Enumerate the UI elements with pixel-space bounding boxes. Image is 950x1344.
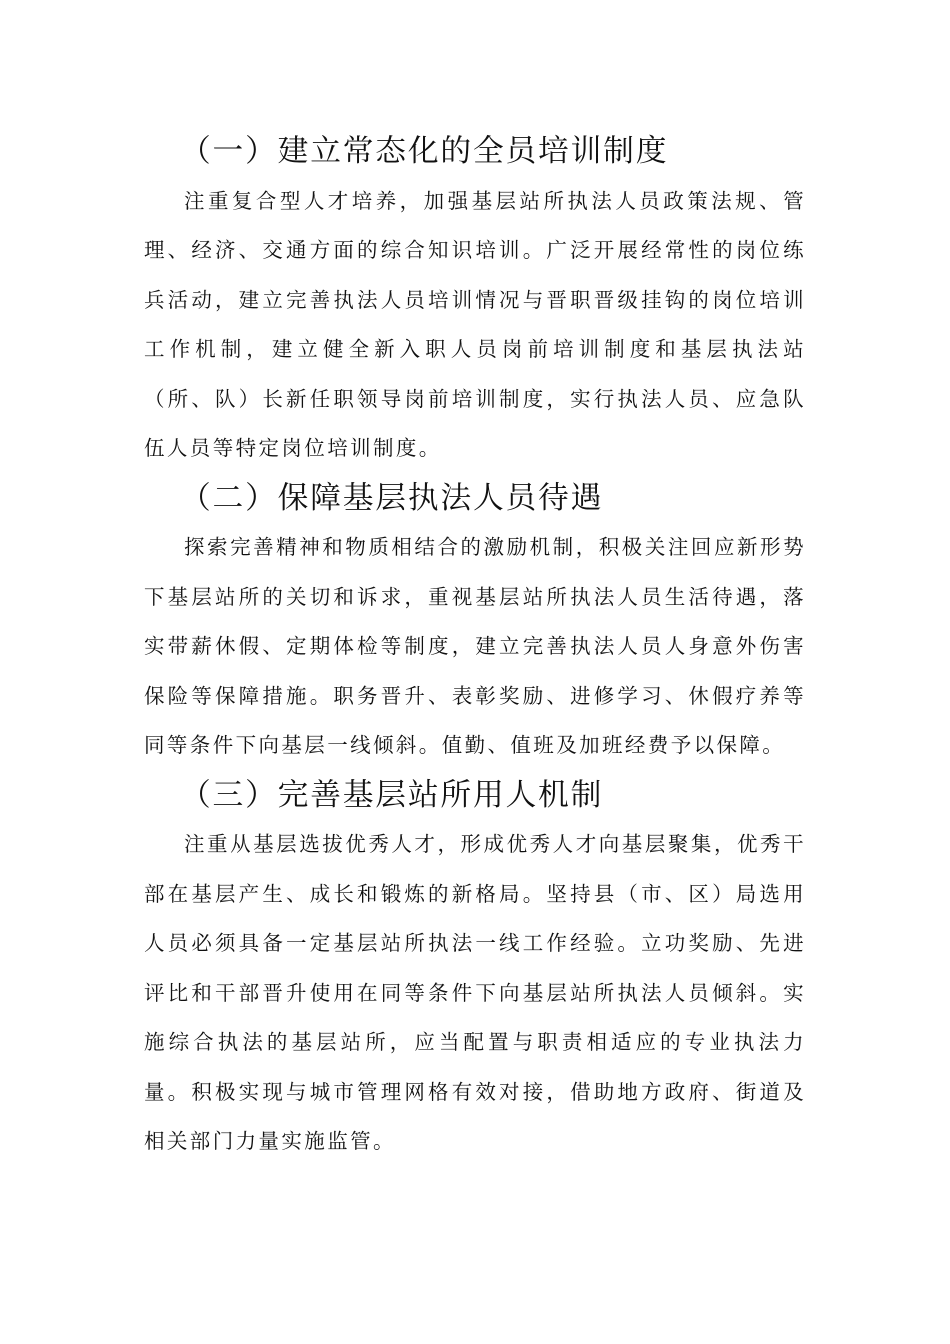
document-body bbox=[144, 127, 806, 1167]
section-paragraph: 注重复合型人才培养，加强基层站所执法人员政策法规、管理、经济、交通方面的综合知识培训。广泛开展经常性的岗位练兵活动，建立完善执法人员培训情况与晋职晋级挂钩的岗位培训工作机制，建立健全新入职人员岗前培训制度和基层执法站（所、队）长新任职领导岗前培训制度，实行执法人员、应急队伍人员等特定岗位培训制度。 bbox=[144, 188, 806, 460]
section-paragraph: 探索完善精神和物质相结合的激励机制，积极关注回应新形势下基层站所的关切和诉求，重视基层站所执法人员生活待遇，落实带薪休假、定期体检等制度，建立完善执法人员人身意外伤害保险等保障措施。职务晋升、表彰奖励、进修学习、休假疗养等同等条件下向基层一线倾斜。值勤、值班及加班经费予以保障。 bbox=[144, 535, 806, 757]
section-heading: （一）建立常态化的全员培训制度 bbox=[180, 133, 669, 169]
section-paragraph: 注重从基层选拔优秀人才，形成优秀人才向基层聚集，优秀干部在基层产生、成长和锻炼的新格局。坚持县（市、区）局选用人员必须具备一定基层站所执法一线工作经验。立功奖励、先进评比和干部晋升使用在同等条件下向基层站所执法人员倾斜。实施综合执法的基层站所，应当配置与职责相适应的专业执法力量。积极实现与城市管理网格有效对接，借助地方政府、街道及相关部门力量实施监管。 bbox=[144, 832, 806, 1153]
section-heading: （三）完善基层站所用人机制 bbox=[180, 776, 604, 813]
section-heading: （二）保障基层执法人员待遇 bbox=[180, 479, 604, 516]
